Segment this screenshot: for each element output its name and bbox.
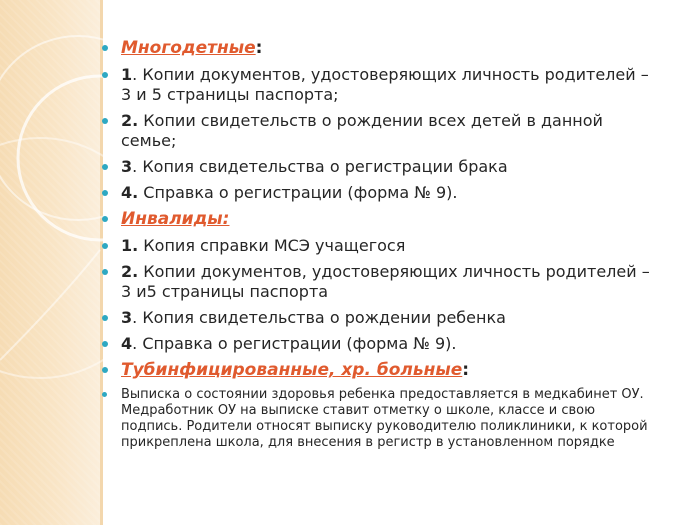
list-item <box>100 157 660 177</box>
list-item-heading-large-families <box>100 38 660 59</box>
item-number: 3 <box>121 157 133 176</box>
bullet-icon <box>102 243 108 249</box>
list-item <box>100 308 660 328</box>
item-text: Выписка о состоянии здоровья ребенка предоставляется в медкабинет ОУ. Медработник ОУ на выписке ставит отметку о школе, классе и свою подпись. Родители относят выписку руководителю поликлиники, к которой прикреплена школа, для внесения в регистр в установленном порядке <box>121 387 648 450</box>
bullet-icon <box>102 392 107 397</box>
item-text: . Копия свидетельства о регистрации брака <box>132 157 508 176</box>
list-item <box>100 111 660 151</box>
bullet-icon <box>102 341 108 347</box>
slide-bullet-list <box>100 38 660 457</box>
bullet-icon <box>102 216 108 222</box>
item-number: 2. <box>121 262 139 281</box>
bullet-icon <box>102 118 108 124</box>
item-text: . Копия свидетельства о рождении ребенка <box>132 308 506 327</box>
item-text: Копии документов, удостоверяющих личность родителей – 3 и5 страницы паспорта <box>121 262 650 301</box>
heading-colon: : <box>462 360 470 380</box>
category-heading: Многодетные <box>121 38 256 58</box>
bullet-icon <box>102 164 108 170</box>
list-item <box>100 236 660 256</box>
item-text: . Справка о регистрации (форма № 9). <box>132 334 457 353</box>
heading-colon: : <box>255 38 263 58</box>
category-heading: Тубинфицированные, хр. больные <box>121 360 463 380</box>
item-number: 4. <box>121 183 139 202</box>
item-number: 4 <box>121 334 133 353</box>
item-text: Копии свидетельств о рождении всех детей в данной семье; <box>121 111 603 150</box>
bullet-icon <box>102 315 108 321</box>
list-item <box>100 334 660 354</box>
item-number: 1 <box>121 65 133 84</box>
item-number: 1. <box>121 236 139 255</box>
bullet-icon <box>102 45 108 51</box>
bullet-icon <box>102 190 108 196</box>
item-text: Справка о регистрации (форма № 9). <box>138 183 458 202</box>
list-item <box>100 183 660 203</box>
item-text: . Копии документов, удостоверяющих личность родителей – 3 и 5 страницы паспорта; <box>121 65 649 104</box>
item-number: 3 <box>121 308 133 327</box>
item-text: Копия справки МСЭ учащегося <box>138 236 406 255</box>
list-item-heading-tb-infected <box>100 360 660 381</box>
bullet-icon <box>102 72 108 78</box>
bullet-icon <box>102 269 108 275</box>
list-item-heading-disabled <box>100 209 660 230</box>
item-number: 2. <box>121 111 139 130</box>
bullet-icon <box>102 367 108 373</box>
list-item-note <box>100 387 660 451</box>
category-heading: Инвалиды: <box>121 209 230 229</box>
list-item <box>100 65 660 105</box>
list-item <box>100 262 660 302</box>
